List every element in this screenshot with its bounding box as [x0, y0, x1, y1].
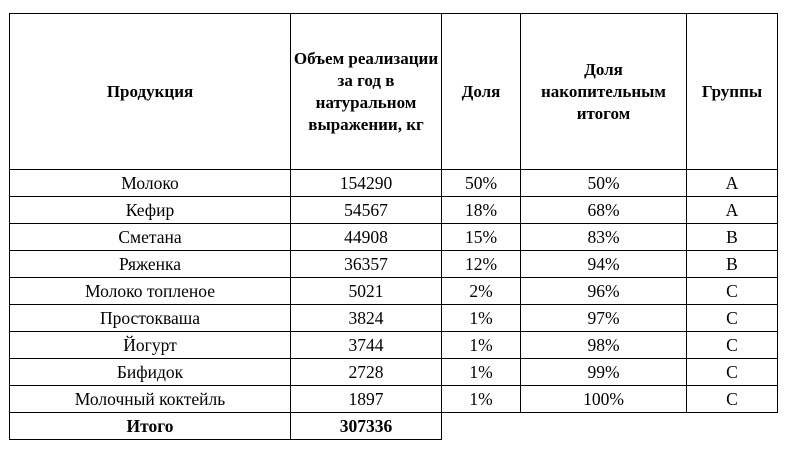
cell-share: 18% [442, 197, 521, 224]
cell-volume: 3744 [291, 332, 442, 359]
cell-share: 1% [442, 386, 521, 413]
cell-volume: 1897 [291, 386, 442, 413]
total-volume: 307336 [291, 413, 442, 440]
cell-product: Молоко топленое [10, 278, 291, 305]
cell-group: A [687, 197, 778, 224]
cell-group: B [687, 224, 778, 251]
cell-volume: 5021 [291, 278, 442, 305]
cell-volume: 3824 [291, 305, 442, 332]
header-product: Продукция [10, 14, 291, 170]
cell-share: 15% [442, 224, 521, 251]
abc-analysis-table-container [9, 13, 778, 440]
header-volume: Объем реализации за год в натуральном выражении, кг [291, 14, 442, 170]
cell-share: 50% [442, 170, 521, 197]
cell-product: Йогурт [10, 332, 291, 359]
cell-cumulative: 50% [521, 170, 687, 197]
cell-volume: 54567 [291, 197, 442, 224]
cell-cumulative: 96% [521, 278, 687, 305]
table-row [10, 332, 778, 359]
cell-product: Молочный коктейль [10, 386, 291, 413]
empty-cell [521, 413, 687, 440]
cell-share: 1% [442, 332, 521, 359]
cell-product: Бифидок [10, 359, 291, 386]
header-cumulative-share: Доля накопительным итогом [521, 14, 687, 170]
table-row [10, 170, 778, 197]
cell-group: B [687, 251, 778, 278]
cell-volume: 44908 [291, 224, 442, 251]
table-row [10, 251, 778, 278]
table-row [10, 305, 778, 332]
cell-volume: 2728 [291, 359, 442, 386]
cell-cumulative: 97% [521, 305, 687, 332]
cell-group: A [687, 170, 778, 197]
cell-cumulative: 100% [521, 386, 687, 413]
total-label: Итого [10, 413, 291, 440]
cell-share: 12% [442, 251, 521, 278]
empty-cell [687, 413, 778, 440]
cell-group: C [687, 332, 778, 359]
cell-cumulative: 99% [521, 359, 687, 386]
table-row [10, 197, 778, 224]
cell-product: Кефир [10, 197, 291, 224]
cell-share: 2% [442, 278, 521, 305]
header-share: Доля [442, 14, 521, 170]
header-group: Группы [687, 14, 778, 170]
cell-share: 1% [442, 305, 521, 332]
table-row [10, 224, 778, 251]
header-row [10, 14, 778, 170]
total-row [10, 413, 778, 440]
cell-group: C [687, 278, 778, 305]
table-row [10, 278, 778, 305]
table-row [10, 359, 778, 386]
cell-product: Сметана [10, 224, 291, 251]
cell-product: Молоко [10, 170, 291, 197]
empty-cell [442, 413, 521, 440]
cell-group: C [687, 386, 778, 413]
cell-product: Простокваша [10, 305, 291, 332]
table-row [10, 386, 778, 413]
cell-cumulative: 94% [521, 251, 687, 278]
cell-cumulative: 98% [521, 332, 687, 359]
abc-analysis-table [9, 13, 778, 440]
cell-cumulative: 83% [521, 224, 687, 251]
cell-volume: 154290 [291, 170, 442, 197]
cell-group: C [687, 305, 778, 332]
cell-volume: 36357 [291, 251, 442, 278]
cell-group: C [687, 359, 778, 386]
cell-cumulative: 68% [521, 197, 687, 224]
cell-product: Ряженка [10, 251, 291, 278]
cell-share: 1% [442, 359, 521, 386]
